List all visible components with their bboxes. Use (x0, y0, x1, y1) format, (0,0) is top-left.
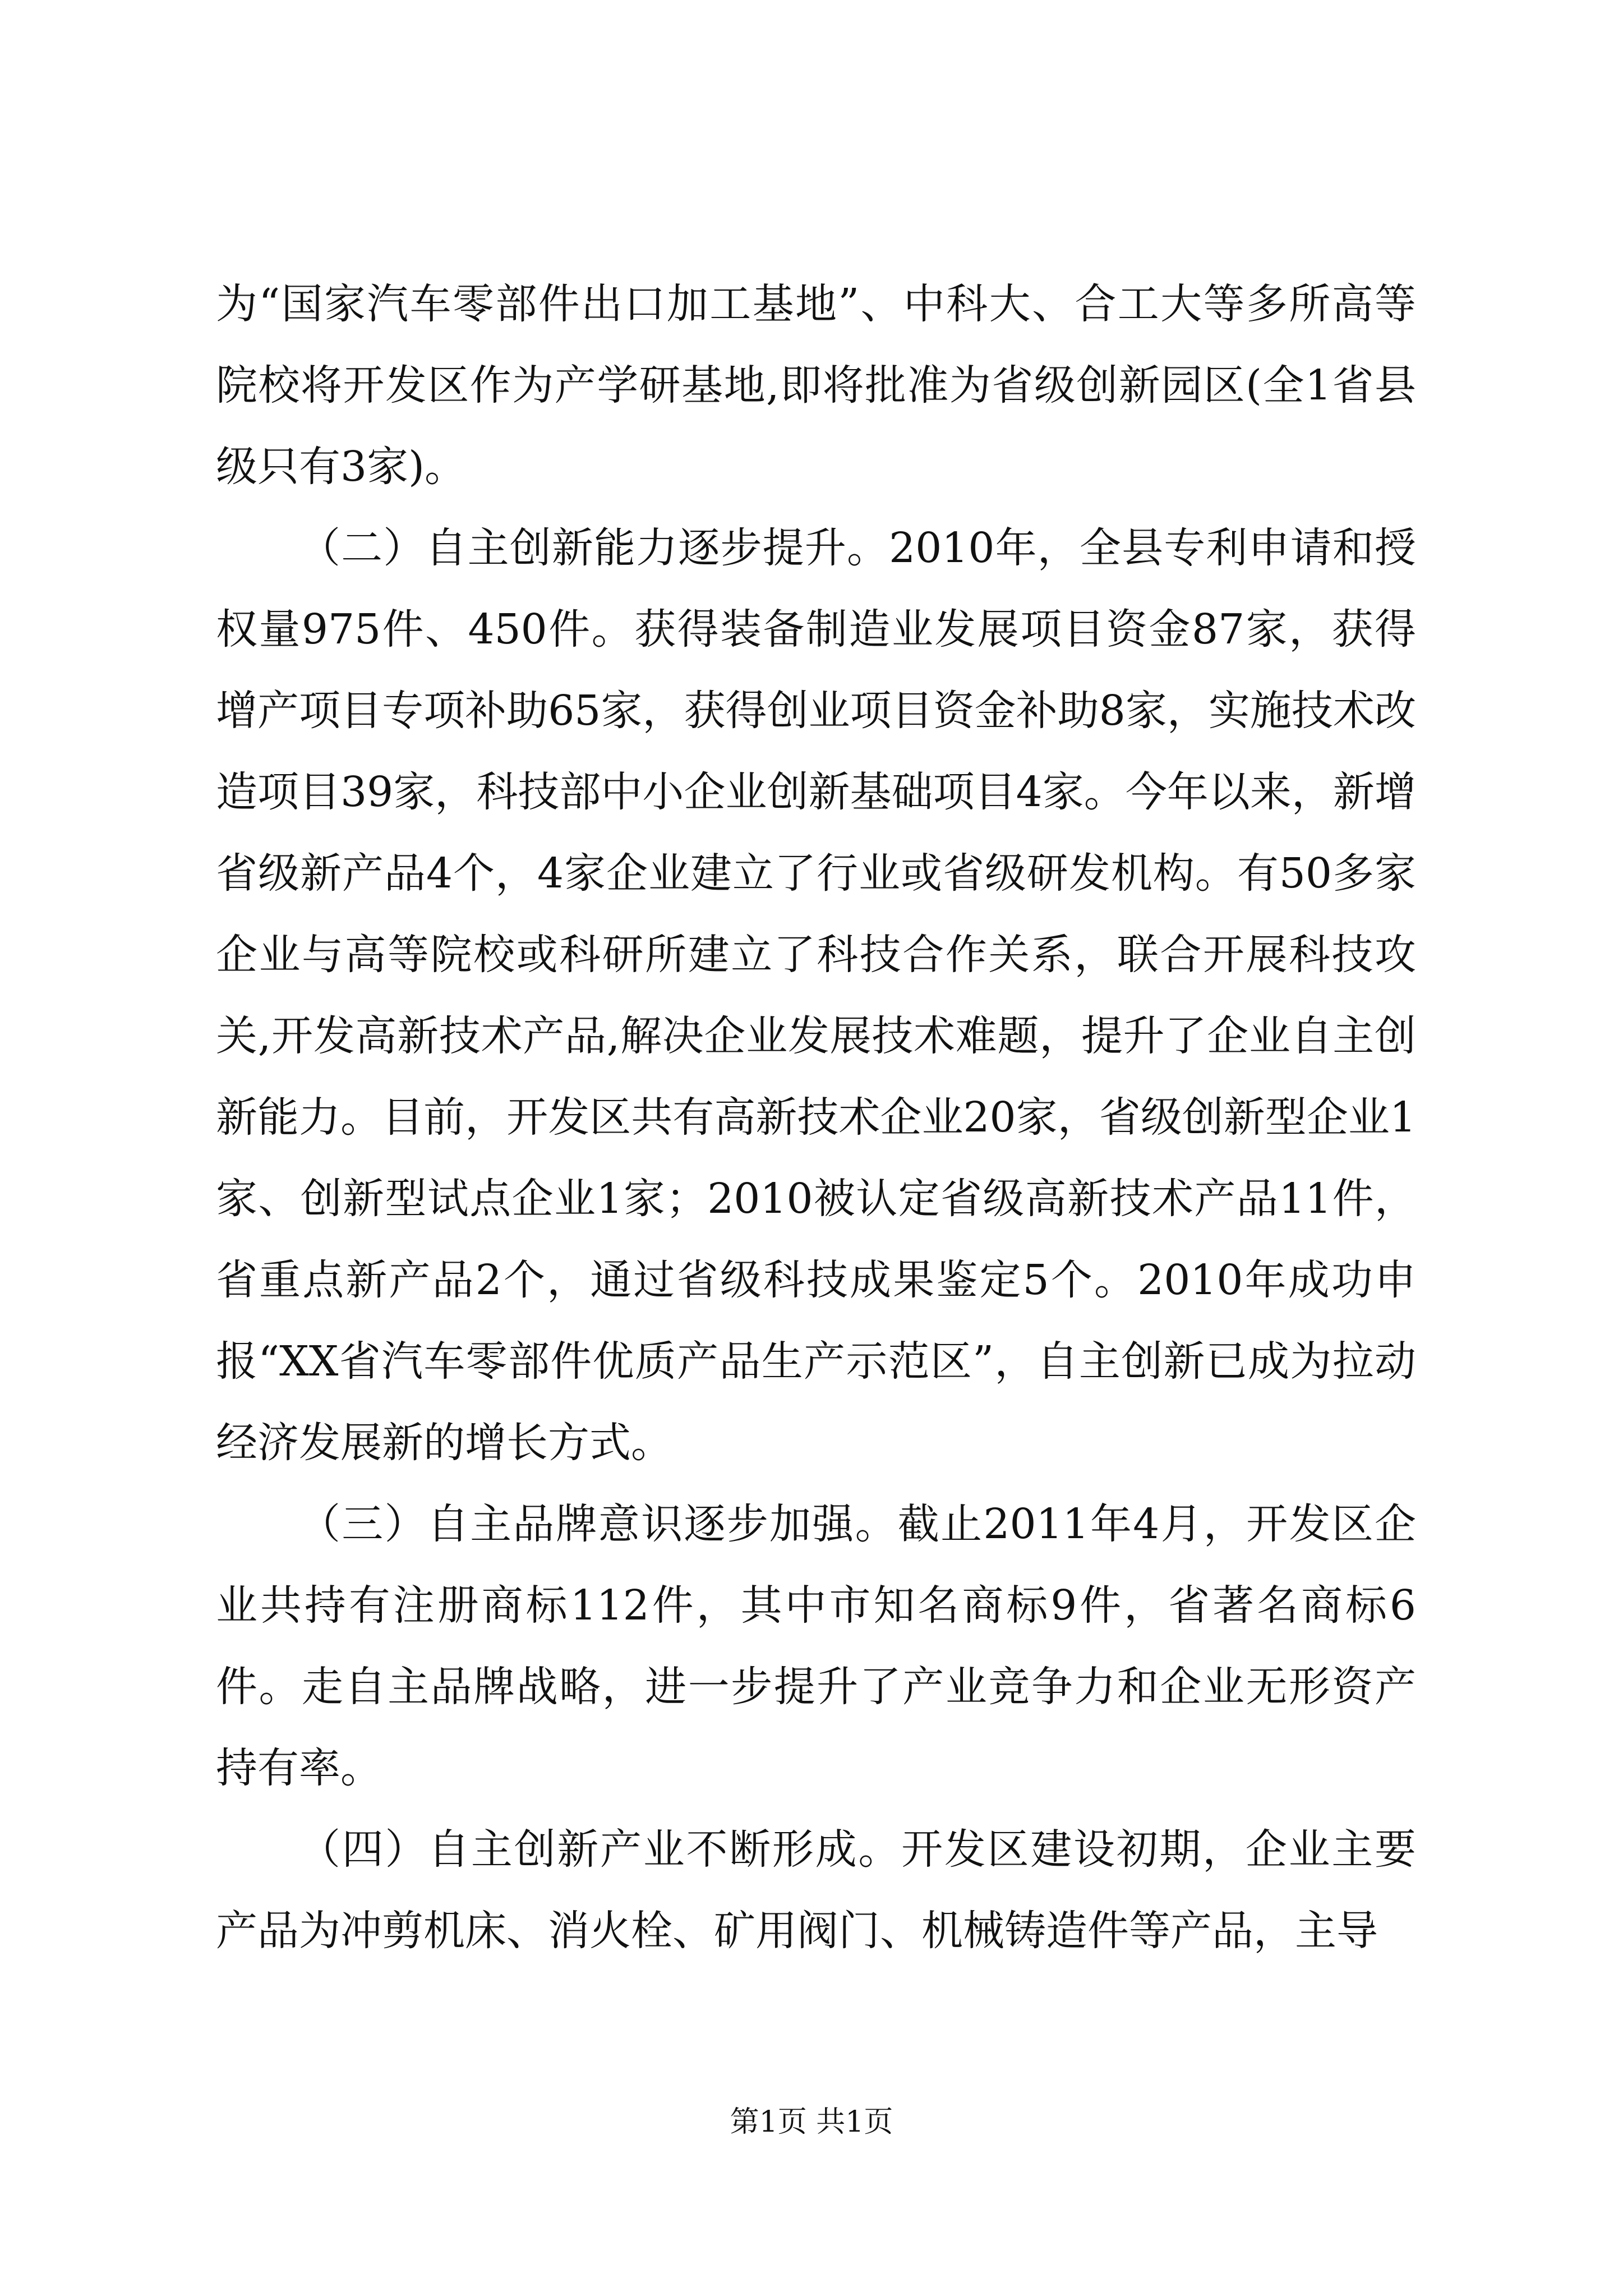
paragraph-brand-awareness: （三）自主品牌意识逐步加强。截止2011年4月，开发区企业共持有注册商标112件，其中市知名商标9件，省著名商标6件。走自主品牌战略，进一步提升了产业竞争力和企业无形资产持有率。 (216, 1500, 1416, 1792)
document-body (216, 264, 1416, 1972)
paragraph-continuation: 为“国家汽车零部件出口加工基地”、中科大、合工大等多所高等院校将开发区作为产学研基地,即将批准为省级创新园区(全1省县级只有3家)。 (216, 280, 1416, 491)
paragraph-innovation-industry: （四）自主创新产业不断形成。开发区建设初期，企业主要产品为冲剪机床、消火栓、矿用阀门、机械铸造件等产品，主导 (216, 1825, 1416, 1955)
paragraph-innovation-capability: （二）自主创新能力逐步提升。2010年，全县专利申请和授权量975件、450件。获得装备制造业发展项目资金87家，获得增产项目专项补助65家，获得创业项目资金补助8家，实施技术改造项目39家，科技部中小企业创新基础项目4家。今年以来，新增省级新产品4个，4家企业建立了行业或省级研发机构。有50多家企业与高等院校或科研所建立了科技合作关系，联合开展科技攻关,开发高新技术产品,解决企业发展技术难题，提升了企业自主创新能力。目前，开发区共有高新技术企业20家，省级创新型企业1家、创新型试点企业1家；2010被认定省级高新技术产品11件，省重点新产品2个，通过省级科技成果鉴定5个。2010年成功申报“XX省汽车零部件优质产品生产示范区”，自主创新已成为拉动经济发展新的增长方式。 (216, 524, 1416, 1467)
page-footer: 第1页 共1页 (730, 2105, 893, 2139)
